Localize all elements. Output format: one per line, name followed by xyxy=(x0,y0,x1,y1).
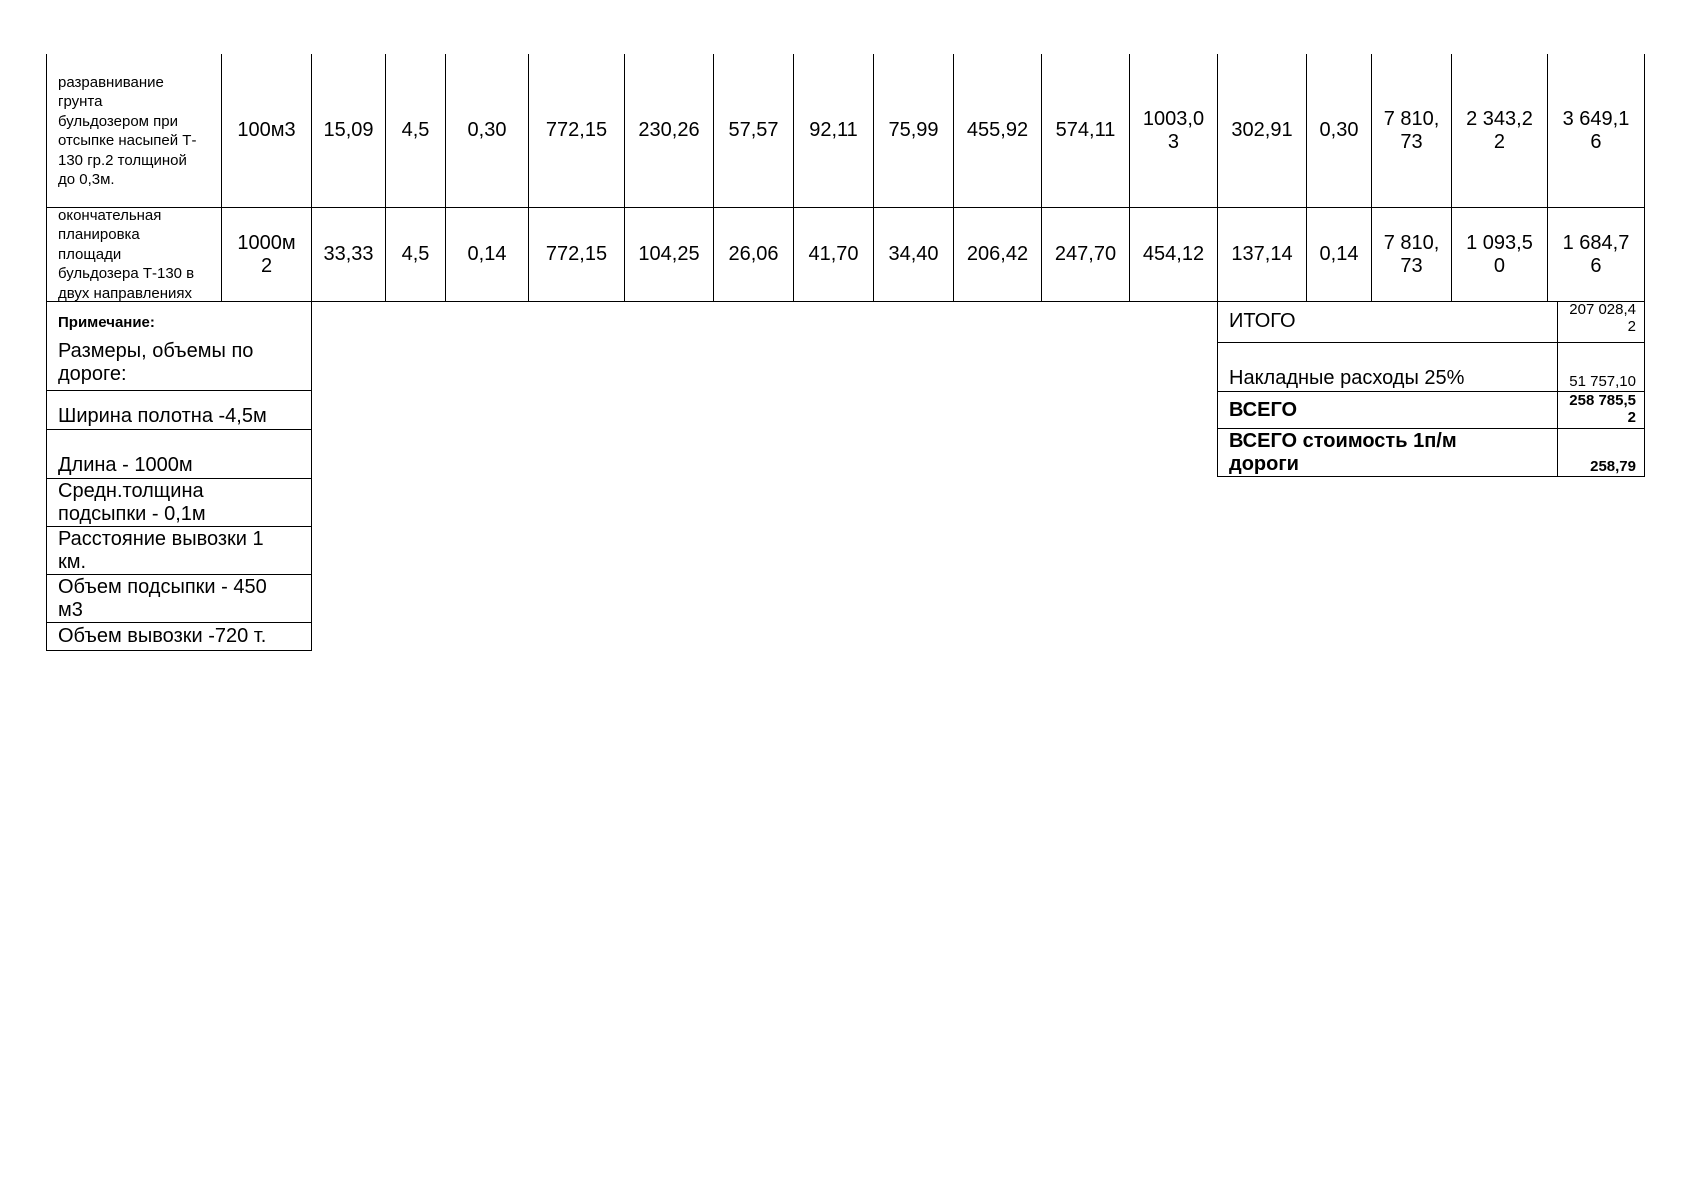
itogo-label: ИТОГО xyxy=(1217,301,1558,343)
row-description: разравнивание грунта бульдозером при отсыпке насыпей Т- 130 гр.2 толщиной до 0,3м. xyxy=(46,54,222,208)
table-cell: 454,12 xyxy=(1129,207,1218,302)
table-cell: 57,57 xyxy=(713,54,794,208)
row-unit: 100м3 xyxy=(221,54,312,208)
table-cell: 3 649,1 6 xyxy=(1547,54,1645,208)
vsego-value: 258 785,5 2 xyxy=(1557,391,1645,429)
vsego-label: ВСЕГО xyxy=(1217,391,1558,429)
table-cell: 4,5 xyxy=(385,54,446,208)
table-cell: 15,09 xyxy=(311,54,386,208)
table-cell: 772,15 xyxy=(528,207,625,302)
table-cell: 2 343,2 2 xyxy=(1451,54,1548,208)
row-description: окончательная планировка площади бульдозера Т-130 в двух направлениях xyxy=(46,207,222,302)
table-cell: 33,33 xyxy=(311,207,386,302)
table-cell: 41,70 xyxy=(793,207,874,302)
table-cell: 75,99 xyxy=(873,54,954,208)
table-cell: 4,5 xyxy=(385,207,446,302)
table-cell: 0,30 xyxy=(445,54,529,208)
table-cell: 455,92 xyxy=(953,54,1042,208)
notes-heading: Примечание: xyxy=(46,301,312,335)
note-line: Ширина полотна -4,5м xyxy=(46,390,312,430)
row-unit: 1000м 2 xyxy=(221,207,312,302)
table-cell: 0,14 xyxy=(445,207,529,302)
note-line: Размеры, объемы по дороге: xyxy=(46,334,312,391)
note-line: Объем подсыпки - 450 м3 xyxy=(46,574,312,623)
table-cell: 1003,0 3 xyxy=(1129,54,1218,208)
table-cell: 1 093,5 0 xyxy=(1451,207,1548,302)
table-cell: 230,26 xyxy=(624,54,714,208)
table-cell: 137,14 xyxy=(1217,207,1307,302)
table-cell: 0,14 xyxy=(1306,207,1372,302)
overhead-value: 51 757,10 xyxy=(1557,342,1645,392)
table-cell: 7 810, 73 xyxy=(1371,54,1452,208)
table-cell: 7 810, 73 xyxy=(1371,207,1452,302)
per-meter-value: 258,79 xyxy=(1557,428,1645,477)
note-line: Длина - 1000м xyxy=(46,429,312,479)
table-cell: 574,11 xyxy=(1041,54,1130,208)
table-cell: 772,15 xyxy=(528,54,625,208)
per-meter-label: ВСЕГО стоимость 1п/м дороги xyxy=(1217,428,1558,477)
table-cell: 302,91 xyxy=(1217,54,1307,208)
table-cell: 1 684,7 6 xyxy=(1547,207,1645,302)
note-line: Расстояние вывозки 1 км. xyxy=(46,526,312,575)
note-line: Средн.толщина подсыпки - 0,1м xyxy=(46,478,312,527)
table-cell: 92,11 xyxy=(793,54,874,208)
overhead-label: Накладные расходы 25% xyxy=(1217,342,1558,392)
table-cell: 0,30 xyxy=(1306,54,1372,208)
table-cell: 206,42 xyxy=(953,207,1042,302)
itogo-value: 207 028,4 2 xyxy=(1557,301,1645,343)
table-cell: 26,06 xyxy=(713,207,794,302)
table-cell: 104,25 xyxy=(624,207,714,302)
table-cell: 247,70 xyxy=(1041,207,1130,302)
table-cell: 34,40 xyxy=(873,207,954,302)
note-line: Объем вывозки -720 т. xyxy=(46,622,312,651)
